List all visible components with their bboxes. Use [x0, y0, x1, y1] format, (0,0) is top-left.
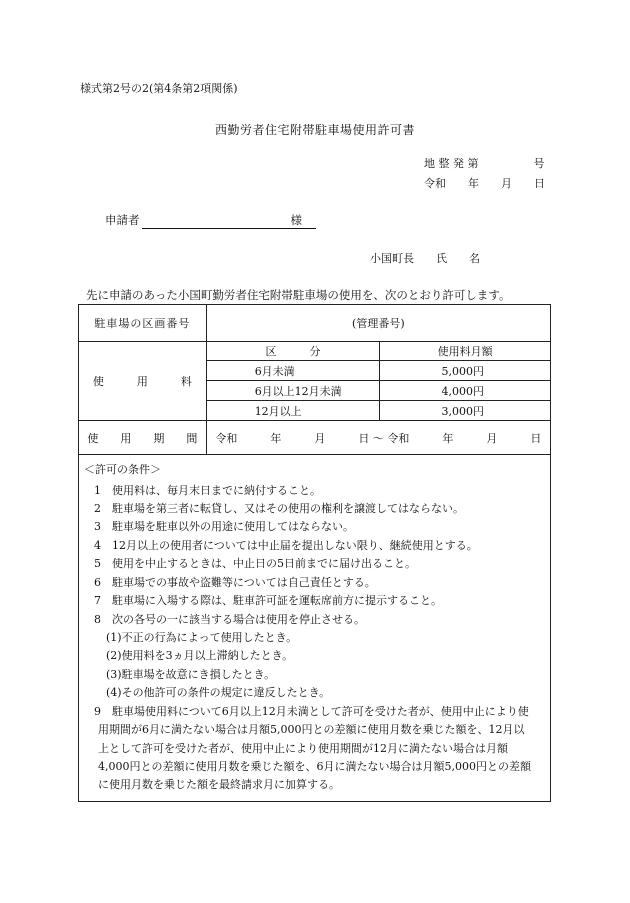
fee-amount: 3,000円: [380, 401, 551, 421]
applicant-suffix: 様: [291, 212, 317, 229]
page-title: 西勤労者住宅附帯駐車場使用許可書: [214, 123, 415, 137]
usage-period-label: 使 用 期 間: [79, 421, 207, 455]
applicant-name-blank[interactable]: [142, 216, 292, 229]
condition-item: 1 使用料は、毎月末日までに納付すること。: [94, 484, 321, 497]
permit-table: [78, 304, 551, 455]
condition-item: 5 使用を中止するときは、中止日の5日前までに届け出ること。: [94, 557, 416, 570]
lot-number-label: 駐車場の区画番号: [79, 305, 207, 342]
condition-item-9: に使用月数を乗じた額を最終請求月に加算する。: [98, 778, 340, 791]
usage-period-value: 令和 年 月 日 ～ 令和 年 月 日: [206, 421, 550, 455]
condition-subitem: (4)その他許可の条件の規定に違反したとき。: [106, 686, 331, 699]
condition-subitem: (2)使用料を3ヵ月以上滞納したとき。: [106, 649, 294, 662]
fee-amount: 5,000円: [380, 361, 551, 381]
fee-amount: 4,000円: [380, 381, 551, 401]
issuer: 小国町長 氏 名: [370, 252, 480, 265]
condition-item: 3 駐車場を駐車以外の用途に使用してはならない。: [94, 520, 354, 533]
condition-item: 4 12月以上の使用者については中止届を提出しない限り、継続使用とする。: [94, 539, 478, 552]
condition-item: 2 駐車場を第三者に転貸し、又はその使用の権利を譲渡してはならない。: [94, 502, 464, 515]
applicant-label: 申請者: [105, 213, 140, 227]
conditions-heading: ＜許可の条件＞: [84, 463, 161, 476]
condition-item-9: 9 駐車場使用料について6月以上12月未満として許可を受けた者が、使用中止により使: [94, 705, 529, 718]
fee-period: 12月以上: [206, 401, 380, 421]
management-number-label: (管理番号): [206, 305, 550, 342]
condition-item: 7 駐車場に入場する際は、駐車許可証を運転席前方に提示すること。: [94, 594, 442, 607]
form-number: 様式第2号の2(第4条第2項関係): [80, 82, 238, 95]
applicant-line: [105, 212, 316, 229]
condition-item: 8 次の各号の一に該当する場合は使用を停止させる。: [94, 613, 365, 626]
intro-text: 先に申請のあった小国町勤労者住宅附帯駐車場の使用を、次のとおり許可します。: [86, 288, 511, 302]
document-number: 地 整 発 第 号: [424, 157, 545, 170]
monthly-fee-header: 使用料月額: [380, 342, 551, 361]
condition-item: 6 駐車場での事故や盗難等については自己責任とする。: [94, 576, 376, 589]
condition-subitem: (3)駐車場を故意にき損したとき。: [106, 668, 276, 681]
fee-period: 6月未満: [206, 361, 380, 381]
condition-item-9: 用期間が6月に満たない場合は月額5,000円との差額に使用月数を乗じた額を、12月以: [98, 723, 525, 736]
condition-item-9: 4,000円との差額に使用月数を乗じた額を、6月に満たない場合は月額5,000円との差額: [98, 760, 531, 773]
condition-item-9: 上として許可を受けた者が、使用中止により使用期間が12月に満たない場合は月額: [98, 742, 508, 755]
fee-period: 6月以上12月未満: [206, 381, 380, 401]
fee-label: 使 用 料: [79, 342, 207, 421]
document-date: 令和 年 月 日: [424, 177, 545, 190]
condition-subitem: (1)不正の行為によって使用したとき。: [106, 631, 298, 644]
category-header: 区 分: [206, 342, 380, 361]
